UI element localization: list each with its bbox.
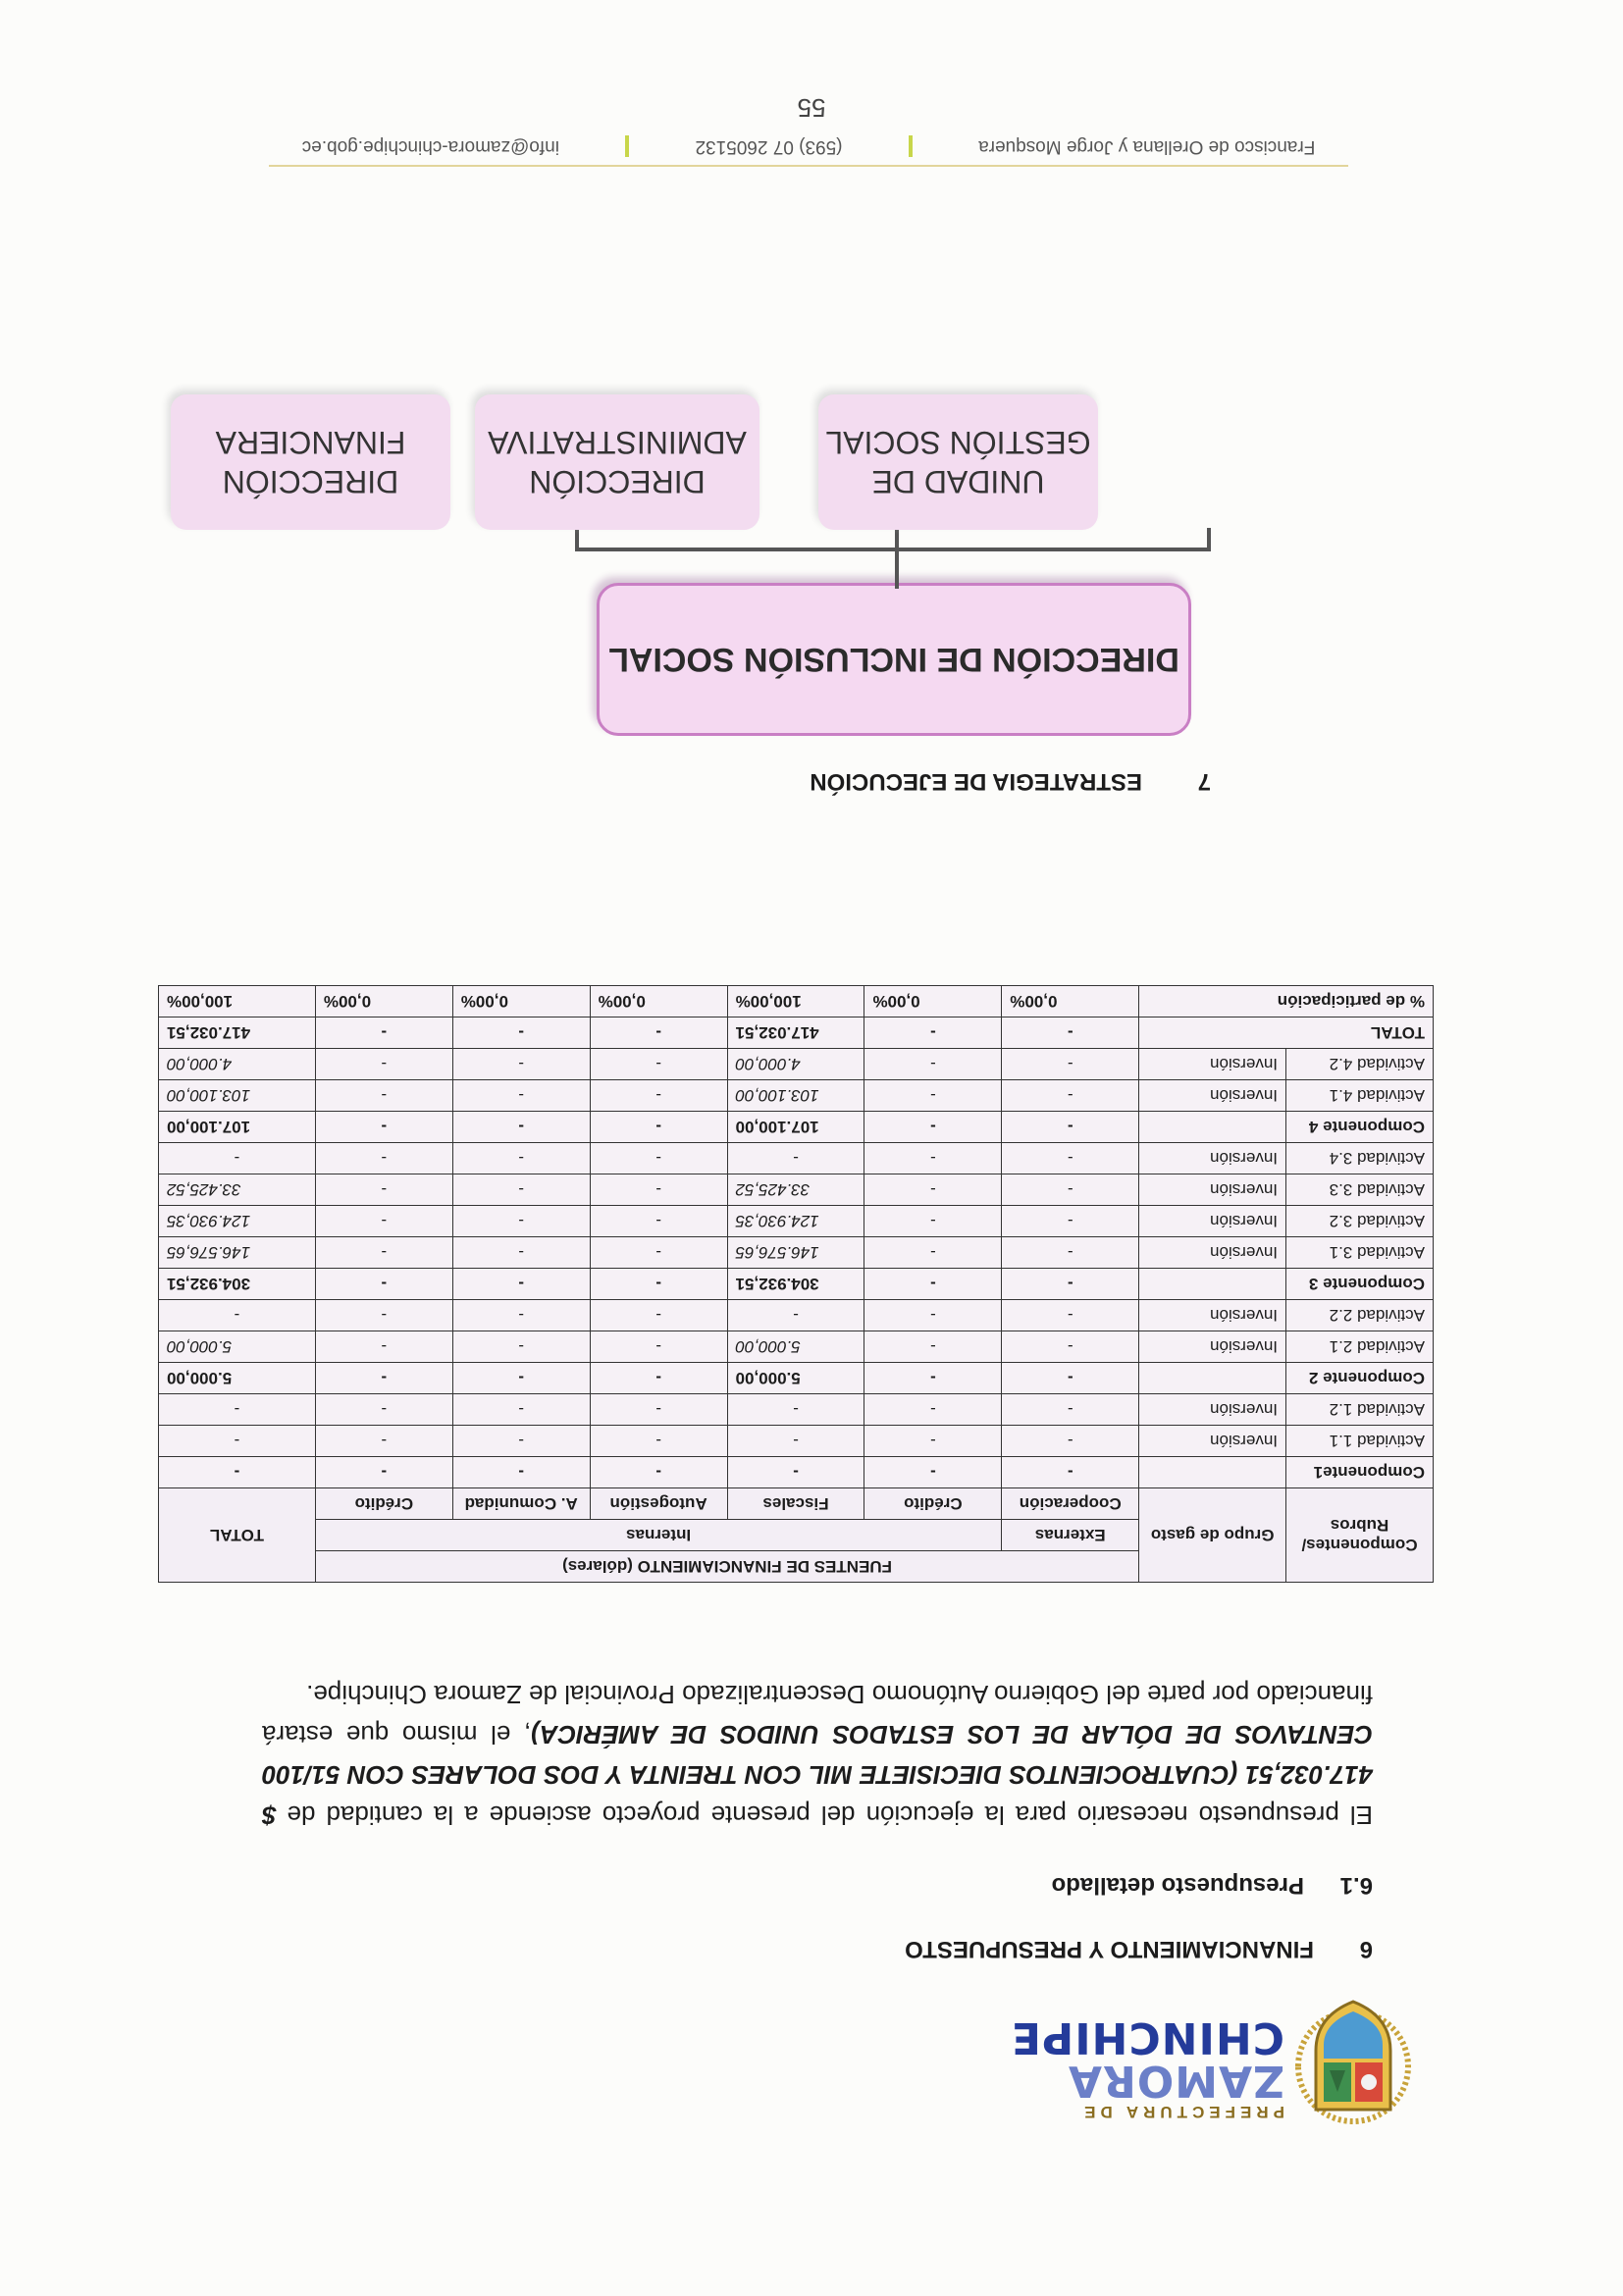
budget-paragraph: El presupuesto necesario para la ejecución del presente proyecto asciende a la cantidad de $ 417.032,51 (CUATROCIENTOS DIECISIETE MIL CON TREINTA Y DOS DOLARES CON 51/100 CENTAVOS DE DÓLAR DE LOS ESTADOS UNIDOS DE AMÉRICA), el mismo que estará financiado por parte del Gobierno Autónomo Descentralizado Provincial de Zamora Chinchipe.	[262, 1680, 1373, 1830]
table-cell	[1139, 1363, 1286, 1394]
table-cell: 33.425,52	[727, 1174, 864, 1206]
org-box-financiera: DIRECCIÓN FINANCIERA	[171, 394, 450, 530]
table-cell: Actividad 2.1	[1286, 1331, 1434, 1363]
table-cell	[1139, 1457, 1286, 1488]
table-cell: -	[159, 1457, 316, 1488]
table-cell: -	[452, 1206, 590, 1237]
table-cell: Componente 4	[1286, 1112, 1434, 1143]
table-cell: % de participación	[1139, 986, 1434, 1018]
table-cell: -	[159, 1300, 316, 1331]
table-cell: -	[590, 1174, 727, 1206]
table-cell: -	[1002, 1206, 1139, 1237]
table-cell: 103.100,00	[727, 1080, 864, 1112]
table-cell: -	[864, 1018, 1002, 1049]
table-cell: 100,00%	[727, 986, 864, 1018]
table-cell: -	[590, 1237, 727, 1269]
table-cell: TOTAL	[1139, 1018, 1434, 1049]
table-row	[159, 1269, 1434, 1300]
col-header-fiscales: Fiscales	[727, 1488, 864, 1520]
col-header-autogestion: Autogestión	[590, 1488, 727, 1520]
table-cell: -	[590, 1112, 727, 1143]
table-row	[159, 1394, 1434, 1426]
org-connector-horizontal	[575, 548, 1211, 551]
table-row	[159, 1206, 1434, 1237]
table-cell: -	[590, 1206, 727, 1237]
footer-email: info@zamora-chinchipe.gob.ec	[301, 136, 559, 157]
table-cell: -	[590, 1080, 727, 1112]
table-cell: -	[590, 1363, 727, 1394]
table-cell: -	[864, 1049, 1002, 1080]
table-cell: -	[315, 1143, 452, 1174]
org-connector-vertical	[895, 549, 899, 589]
table-cell: 0,00%	[452, 986, 590, 1018]
table-cell: 417.032,51	[159, 1018, 316, 1049]
table-cell: -	[315, 1331, 452, 1363]
table-cell: -	[452, 1080, 590, 1112]
table-cell: 5.000,00	[727, 1363, 864, 1394]
table-cell: -	[864, 1394, 1002, 1426]
budget-table	[158, 985, 1434, 1583]
footer-separator	[625, 135, 629, 157]
table-cell: -	[452, 1237, 590, 1269]
table-cell: -	[315, 1269, 452, 1300]
table-cell: -	[315, 1112, 452, 1143]
table-row	[159, 1426, 1434, 1457]
table-cell: 107.100,00	[159, 1112, 316, 1143]
table-cell: -	[1002, 1080, 1139, 1112]
table-cell: -	[864, 1300, 1002, 1331]
table-cell: 0,00%	[864, 986, 1002, 1018]
table-cell: Componente 3	[1286, 1269, 1434, 1300]
table-cell: -	[315, 1049, 452, 1080]
budget-table-body	[159, 986, 1434, 1488]
table-cell: -	[452, 1143, 590, 1174]
table-cell: -	[1002, 1457, 1139, 1488]
table-cell: Actividad 2.2	[1286, 1300, 1434, 1331]
table-cell: -	[452, 1049, 590, 1080]
table-cell: -	[315, 1174, 452, 1206]
table-cell: -	[452, 1457, 590, 1488]
table-cell: -	[864, 1331, 1002, 1363]
table-cell: -	[315, 1080, 452, 1112]
table-cell: Componente 2	[1286, 1363, 1434, 1394]
page-number: 55	[797, 93, 826, 123]
table-cell: -	[1002, 1018, 1139, 1049]
table-cell: 5.000,00	[159, 1331, 316, 1363]
logo-zamora-text: ZAMORA	[1067, 2056, 1284, 2106]
table-cell: -	[1002, 1394, 1139, 1426]
table-cell: Actividad 1.1	[1286, 1426, 1434, 1457]
table-cell: Inversión	[1139, 1080, 1286, 1112]
page-footer	[269, 135, 1348, 167]
table-cell: 0,00%	[590, 986, 727, 1018]
table-cell: Inversión	[1139, 1426, 1286, 1457]
table-row	[159, 1049, 1434, 1080]
table-cell: -	[1002, 1269, 1139, 1300]
table-cell: 146.576,65	[727, 1237, 864, 1269]
table-cell: -	[590, 1331, 727, 1363]
col-header-externas: Externas	[1002, 1520, 1139, 1551]
table-row	[159, 1174, 1434, 1206]
table-cell: Inversión	[1139, 1206, 1286, 1237]
table-cell: -	[452, 1426, 590, 1457]
footer-separator	[909, 135, 913, 157]
col-header-internas: Internas	[315, 1520, 1001, 1551]
table-cell: -	[864, 1363, 1002, 1394]
table-cell: -	[1002, 1237, 1139, 1269]
table-cell: -	[315, 1206, 452, 1237]
table-row	[159, 1363, 1434, 1394]
table-cell: -	[590, 1457, 727, 1488]
table-cell: 124.930,35	[159, 1206, 316, 1237]
org-connector-center	[895, 528, 899, 551]
org-main-box: DIRECCIÓN DE INCLUSIÓN SOCIAL	[597, 583, 1191, 736]
table-cell: -	[452, 1331, 590, 1363]
table-cell: -	[590, 1049, 727, 1080]
table-cell: -	[1002, 1300, 1139, 1331]
table-cell: -	[1002, 1143, 1139, 1174]
table-cell: 107.100,00	[727, 1112, 864, 1143]
table-cell: -	[864, 1080, 1002, 1112]
table-cell: 100,00%	[159, 986, 316, 1018]
table-cell: -	[315, 1018, 452, 1049]
footer-phone: (593) 07 2605132	[695, 136, 843, 157]
table-cell: Inversión	[1139, 1300, 1286, 1331]
table-cell: -	[590, 1143, 727, 1174]
col-header-comunidad: A. Comunidad	[452, 1488, 590, 1520]
table-cell: -	[315, 1237, 452, 1269]
table-cell: -	[864, 1237, 1002, 1269]
table-cell: Actividad 3.4	[1286, 1143, 1434, 1174]
table-cell: Actividad 4.1	[1286, 1080, 1434, 1112]
table-cell: -	[864, 1174, 1002, 1206]
section-6-heading: 6FINANCIAMIENTO Y PRESUPUESTO	[905, 1936, 1373, 1962]
table-row	[159, 1331, 1434, 1363]
table-cell	[1139, 1269, 1286, 1300]
col-header-credito-2: Crédito	[315, 1488, 452, 1520]
table-cell: -	[590, 1300, 727, 1331]
table-cell: 304.932,51	[727, 1269, 864, 1300]
table-cell: Actividad 4.2	[1286, 1049, 1434, 1080]
section-6-1-heading: 6.1Presupuesto detallado	[1051, 1872, 1373, 1899]
table-cell: -	[727, 1426, 864, 1457]
table-row	[159, 1080, 1434, 1112]
table-row	[159, 1018, 1434, 1049]
table-cell: 4.000,00	[159, 1049, 316, 1080]
footer-address: Francisco de Orellana y Jorge Mosquera	[978, 136, 1316, 157]
table-cell: -	[315, 1457, 452, 1488]
table-cell: 304.932,51	[159, 1269, 316, 1300]
table-cell: -	[315, 1363, 452, 1394]
table-cell: -	[727, 1143, 864, 1174]
table-cell: -	[452, 1363, 590, 1394]
table-cell: 0,00%	[315, 986, 452, 1018]
table-cell: -	[452, 1394, 590, 1426]
table-cell: -	[159, 1426, 316, 1457]
table-cell: -	[1002, 1363, 1139, 1394]
table-cell: 5.000,00	[159, 1363, 316, 1394]
org-connector-left	[1207, 528, 1211, 551]
table-cell	[1139, 1112, 1286, 1143]
org-connector-right	[575, 528, 579, 551]
col-header-grupo: Grupo de gasto	[1139, 1488, 1286, 1583]
table-cell: -	[1002, 1174, 1139, 1206]
table-cell: -	[727, 1300, 864, 1331]
table-cell: -	[452, 1112, 590, 1143]
table-cell: -	[864, 1112, 1002, 1143]
table-cell: -	[864, 1426, 1002, 1457]
table-cell: Inversión	[1139, 1331, 1286, 1363]
table-cell: -	[452, 1300, 590, 1331]
table-cell: 4.000,00	[727, 1049, 864, 1080]
table-cell: Componente1	[1286, 1457, 1434, 1488]
org-box-administrativa: DIRECCIÓN ADMINISTRATIVA	[475, 394, 759, 530]
table-cell: Actividad 3.3	[1286, 1174, 1434, 1206]
col-header-credito: Crédito	[864, 1488, 1002, 1520]
col-header-cooperacion: Cooperación	[1002, 1488, 1139, 1520]
table-cell: 124.930,35	[727, 1206, 864, 1237]
table-cell: 103.100,00	[159, 1080, 316, 1112]
table-cell: -	[727, 1457, 864, 1488]
table-cell: 5.000,00	[727, 1331, 864, 1363]
table-cell: Inversión	[1139, 1049, 1286, 1080]
table-cell: -	[864, 1457, 1002, 1488]
table-cell: 33.425,52	[159, 1174, 316, 1206]
table-cell: -	[864, 1269, 1002, 1300]
table-cell: -	[1002, 1049, 1139, 1080]
table-cell: -	[727, 1394, 864, 1426]
table-cell: -	[864, 1206, 1002, 1237]
col-header-componentes: Componentes/ Rubros	[1286, 1488, 1434, 1583]
coat-of-arms-icon	[1294, 1994, 1412, 2139]
table-cell: Inversión	[1139, 1143, 1286, 1174]
table-cell: -	[590, 1269, 727, 1300]
table-cell: -	[452, 1018, 590, 1049]
table-cell: -	[590, 1426, 727, 1457]
table-row	[159, 986, 1434, 1018]
table-cell: -	[590, 1394, 727, 1426]
table-cell: -	[159, 1394, 316, 1426]
table-row	[159, 1457, 1434, 1488]
table-row	[159, 1300, 1434, 1331]
table-cell: -	[159, 1143, 316, 1174]
table-cell: -	[1002, 1331, 1139, 1363]
table-cell: -	[452, 1174, 590, 1206]
table-row	[159, 1112, 1434, 1143]
table-row	[159, 1143, 1434, 1174]
col-header-total: TOTAL	[159, 1488, 316, 1583]
table-cell: -	[315, 1426, 452, 1457]
table-cell: 146.576,65	[159, 1237, 316, 1269]
section-7-heading: 7ESTRATEGIA DE EJECUCIÓN	[810, 768, 1211, 795]
prefectura-logo	[990, 1992, 1412, 2139]
table-cell: -	[590, 1018, 727, 1049]
table-cell: Actividad 3.2	[1286, 1206, 1434, 1237]
org-box-unidad: UNIDAD DE GESTIÓN SOCIAL	[818, 394, 1098, 530]
table-cell: 0,00%	[1002, 986, 1139, 1018]
col-header-fuentes: FUENTES DE FINANCIAMIENTO (dólares)	[315, 1551, 1138, 1583]
table-row	[159, 1237, 1434, 1269]
table-cell: -	[864, 1143, 1002, 1174]
table-cell: Inversión	[1139, 1237, 1286, 1269]
table-cell: Inversión	[1139, 1394, 1286, 1426]
logo-prefectura-text: PREFECTURA DE	[1079, 2103, 1284, 2121]
table-cell: -	[315, 1300, 452, 1331]
table-cell: 417.032,51	[727, 1018, 864, 1049]
table-cell: -	[1002, 1426, 1139, 1457]
table-cell: Actividad 3.1	[1286, 1237, 1434, 1269]
table-cell: -	[315, 1394, 452, 1426]
logo-chinchipe-text: CHINCHIPE	[1010, 2012, 1284, 2062]
table-cell: Actividad 1.2	[1286, 1394, 1434, 1426]
table-cell: -	[452, 1269, 590, 1300]
table-cell: -	[1002, 1112, 1139, 1143]
table-cell: Inversión	[1139, 1174, 1286, 1206]
